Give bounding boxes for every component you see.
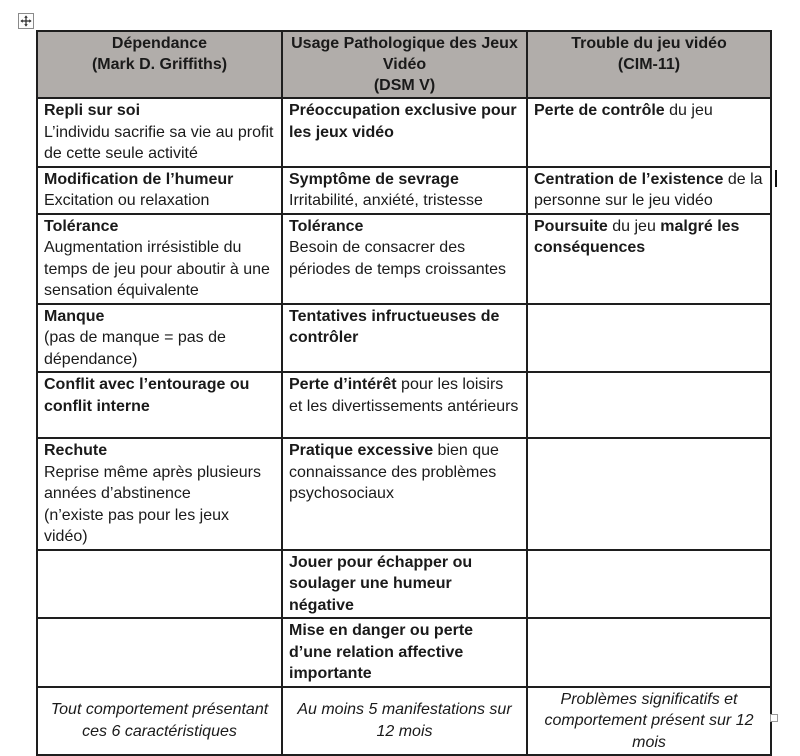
- text-run: Tolérance: [44, 217, 119, 235]
- table-row: [37, 167, 771, 214]
- table-cell[interactable]: [527, 550, 771, 619]
- cell-paragraph: [534, 54, 764, 75]
- table-cell[interactable]: [282, 618, 527, 687]
- text-run: Augmentation irrésistible du temps de jeu pour aboutir à une sensation équivalente: [44, 239, 270, 299]
- table-cell[interactable]: [282, 372, 527, 438]
- table-cell[interactable]: [37, 550, 282, 619]
- text-run: bien que connaissance des problèmes psychosociaux: [289, 442, 499, 502]
- text-run: du jeu: [664, 102, 713, 119]
- cell-paragraph: [534, 689, 764, 754]
- cell-paragraph: [44, 327, 275, 370]
- text-run: Trouble du jeu vidéo: [571, 35, 727, 52]
- table-row: [37, 214, 771, 304]
- cell-paragraph: [289, 169, 520, 191]
- cell-paragraph: [44, 216, 275, 238]
- text-run: de la personne sur le jeu vidéo: [534, 170, 763, 209]
- table-cell[interactable]: [37, 687, 282, 756]
- table-cell[interactable]: [37, 304, 282, 373]
- cell-paragraph: [534, 169, 764, 212]
- table-cell[interactable]: [527, 687, 771, 756]
- table-cell[interactable]: [527, 167, 771, 214]
- text-run: Tout comportement présentant ces 6 caractéristiques: [50, 701, 269, 740]
- table-cell[interactable]: [37, 98, 282, 167]
- text-run: L’individu sacrifie sa vie au profit de cette seule activité: [44, 123, 274, 162]
- table-cell[interactable]: [282, 438, 527, 550]
- header-row: [37, 31, 771, 98]
- table-row: [37, 550, 771, 619]
- text-run: du jeu: [607, 217, 661, 235]
- table-resize-handle[interactable]: [770, 714, 778, 722]
- text-run: Rechute: [44, 442, 108, 459]
- cell-paragraph: [44, 306, 275, 328]
- table-cell[interactable]: [282, 687, 527, 756]
- table-cell[interactable]: [527, 304, 771, 373]
- text-run: (n’existe pas pour les jeux vidéo): [44, 506, 229, 545]
- table-cell[interactable]: [37, 372, 282, 438]
- cell-paragraph: [44, 190, 275, 212]
- cell-paragraph: [289, 374, 520, 417]
- text-run: pour les loisirs et les divertissements antérieurs: [289, 376, 519, 415]
- header-cell-cim[interactable]: [527, 31, 771, 98]
- cell-paragraph: [289, 237, 520, 280]
- table-cell[interactable]: [37, 618, 282, 687]
- text-run: Dépendance: [111, 35, 208, 52]
- text-run: Excitation ou relaxation: [44, 192, 210, 209]
- text-run: Tolérance: [289, 217, 364, 235]
- text-run: Préoccupation exclusive pour les jeux vidéo: [289, 102, 517, 141]
- table-row: [37, 98, 771, 167]
- text-run: Tentatives infructueuses de contrôler: [289, 307, 500, 346]
- text-run: malgré les conséquences: [534, 217, 740, 256]
- table-cell[interactable]: [282, 214, 527, 304]
- cell-paragraph: [44, 440, 275, 462]
- text-run: (Mark D. Griffiths): [91, 56, 228, 73]
- cell-paragraph: [44, 699, 275, 742]
- cell-paragraph: [534, 33, 764, 54]
- table-cell[interactable]: [527, 618, 771, 687]
- cell-paragraph: [44, 33, 275, 54]
- table-cell[interactable]: [37, 438, 282, 550]
- text-run: Manque: [44, 307, 105, 325]
- cell-paragraph: [289, 216, 520, 238]
- text-run: Au moins 5 manifestations sur 12 mois: [297, 701, 512, 740]
- cell-paragraph: [44, 100, 275, 122]
- table-cell[interactable]: [527, 438, 771, 550]
- comparison-table: [36, 30, 772, 756]
- table-row: [37, 372, 771, 438]
- text-cursor: [775, 170, 777, 187]
- cell-paragraph: [289, 100, 520, 143]
- table-cell[interactable]: [282, 304, 527, 373]
- cell-paragraph: [534, 216, 764, 259]
- text-run: Irritabilité, anxiété, tristesse: [289, 192, 483, 209]
- text-run: Usage Pathologique des Jeux Vidéo: [291, 35, 518, 73]
- cell-paragraph: [289, 33, 520, 75]
- table-move-handle[interactable]: [18, 13, 34, 29]
- text-run: Jouer pour échapper ou soulager une humeur négative: [289, 553, 473, 614]
- text-run: Perte d’intérêt: [289, 376, 397, 393]
- summary-row: [37, 687, 771, 756]
- cell-paragraph: [289, 75, 520, 96]
- text-run: Pratique excessive: [289, 442, 434, 459]
- table-cell[interactable]: [37, 167, 282, 214]
- table-row: [37, 304, 771, 373]
- table-cell[interactable]: [527, 98, 771, 167]
- table-cell[interactable]: [527, 214, 771, 304]
- header-cell-dsm[interactable]: [282, 31, 527, 98]
- table-cell[interactable]: [37, 214, 282, 304]
- table-cell[interactable]: [282, 167, 527, 214]
- cell-paragraph: [289, 620, 520, 685]
- text-run: Perte de contrôle: [534, 102, 665, 119]
- cell-paragraph: [44, 505, 275, 548]
- cell-paragraph: [44, 54, 275, 75]
- cell-paragraph: [289, 699, 520, 742]
- cell-paragraph: [289, 190, 520, 212]
- table-cell[interactable]: [282, 550, 527, 619]
- text-run: Conflit avec l’entourage ou conflit interne: [44, 376, 250, 415]
- text-run: (DSM V): [373, 77, 436, 94]
- table-row: [37, 438, 771, 550]
- text-run: Symptôme de sevrage: [289, 170, 459, 188]
- text-run: Reprise même après plusieurs années d’abstinence: [44, 463, 261, 502]
- text-run: Repli sur soi: [44, 102, 141, 119]
- cell-paragraph: [44, 122, 275, 165]
- text-run: Modification de l’humeur: [44, 170, 234, 188]
- cell-paragraph: [534, 100, 764, 122]
- table-cell[interactable]: [527, 372, 771, 438]
- cell-paragraph: [289, 306, 520, 349]
- cell-paragraph: [44, 169, 275, 191]
- cell-paragraph: [44, 462, 275, 505]
- text-run: (CIM-11): [617, 56, 681, 73]
- cell-paragraph: [44, 374, 275, 417]
- text-run: Problèmes significatifs et comportement présent sur 12 mois: [544, 690, 754, 751]
- header-cell-dependance[interactable]: [37, 31, 282, 98]
- text-run: Besoin de consacrer des périodes de temps croissantes: [289, 239, 506, 278]
- text-run: Poursuite: [534, 217, 608, 235]
- table-cell[interactable]: [282, 98, 527, 167]
- cell-paragraph: [44, 237, 275, 302]
- move-arrows-icon: [20, 15, 32, 27]
- text-run: Mise en danger ou perte d’une relation affective importante: [289, 622, 474, 682]
- cell-paragraph: [289, 440, 520, 505]
- text-run: (pas de manque = pas de dépendance): [44, 329, 226, 368]
- table-row: [37, 618, 771, 687]
- text-run: Centration de l’existence: [534, 170, 724, 188]
- cell-paragraph: [289, 552, 520, 617]
